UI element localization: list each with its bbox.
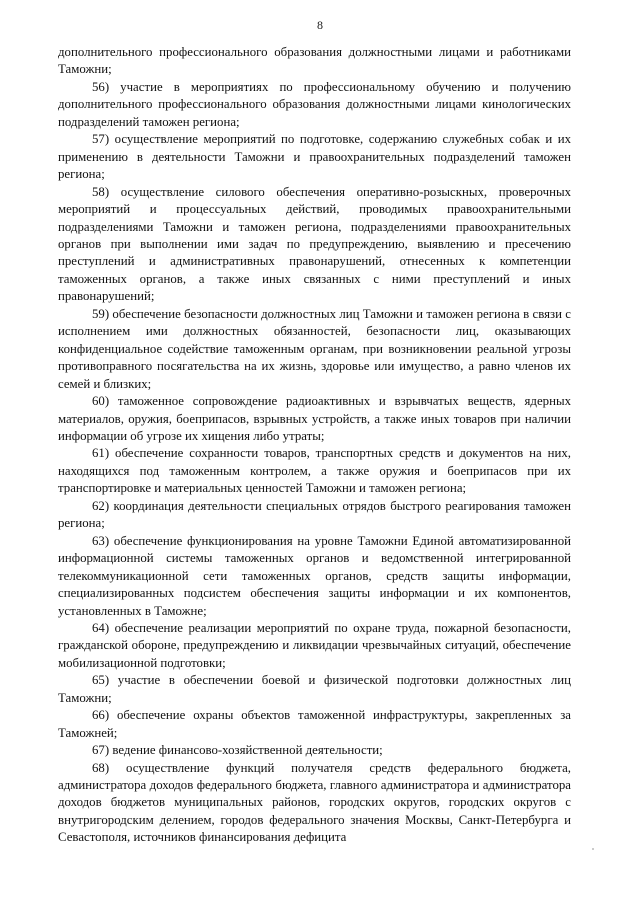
paragraph-item-56: 56) участие в мероприятиях по профессиональному обучению и получению дополнительного профессионального образования должностными лицами кинологических подразделений таможен региона; [58, 79, 571, 129]
scan-artifact-dot [592, 848, 594, 850]
paragraph-item-61: 61) обеспечение сохранности товаров, транспортных средств и документов на них, находящихся под таможенным контролем, а также оружия и боеприпасов при их транспортировке и материальных ценностей Таможни и таможен региона; [58, 446, 571, 496]
paragraph-item-65: 65) участие в обеспечении боевой и физической подготовки должностных лиц Таможни; [58, 673, 571, 705]
paragraph-item-60: 60) таможенное сопровождение радиоактивных и взрывчатых веществ, ядерных материалов, оружия, боеприпасов, взрывных устройств, а также иных товаров при наличии информации об угрозе их хищения либо утраты; [58, 394, 571, 443]
document-body [58, 44, 571, 847]
paragraph-item-63: 63) обеспечение функционирования на уровне Таможни Единой автоматизированной информационной системы таможенных органов и ведомственной интегрированной телекоммуникационной сети таможенных органов, средств защиты информации, специализированных подсистем обеспечения защиты информации и их компонентов, установленных в Таможне; [58, 533, 571, 618]
paragraph-continuation: дополнительного профессионального образования должностными лицами и работниками Таможни; [58, 45, 571, 77]
paragraph-item-64: 64) обеспечение реализации мероприятий по охране труда, пожарной безопасности, гражданской обороне, предупреждению и ликвидации чрезвычайных ситуаций, обеспечение мобилизационной подготовки; [58, 620, 571, 670]
paragraph-item-66: 66) обеспечение охраны объектов таможенной инфраструктуры, закрепленных за Таможней; [58, 708, 571, 740]
paragraph-item-58: 58) осуществление силового обеспечения оперативно-розыскных, проверочных мероприятий и процессуальных действий, проводимых правоохранительными подразделениями Таможни и таможен региона, подразделениями правоохранительных органов при выполнении ими задач по предупреждению, выявлению и пресечению преступлений и административных правонарушений, отнесенных к компетенции таможенных органов, а также иных связанных с ними преступлений и иных правонарушений; [58, 184, 571, 304]
paragraph-item-67: 67) ведение финансово-хозяйственной деятельности; [92, 743, 383, 758]
page-number: 8 [317, 18, 323, 32]
paragraph-item-62: 62) координация деятельности специальных отрядов быстрого реагирования таможен региона; [58, 498, 571, 531]
paragraph-item-57: 57) осуществление мероприятий по подготовке, содержанию служебных собак и их применению в деятельности Таможни и правоохранительных подразделений таможен региона; [58, 132, 571, 182]
paragraph-item-68: 68) осуществление функций получателя средств федерального бюджета, администратора доходов федерального бюджета, главного администратора и администратора доходов бюджетов муниципальных районов, городских округов, городских округов с внутригородским делением, городов федерального значения Москвы, Санкт-Петербурга и Севастополя, источников финансирования дефицита [58, 760, 571, 845]
paragraph-item-59: 59) обеспечение безопасности должностных лиц Таможни и таможен региона в связи с исполнением ими должностных обязанностей, безопасности лиц, оказывающих конфиденциальное содействие таможенным органам, при возникновении реальной угрозы противоправного посягательства на их жизнь, здоровье или имущество, а равно членов их семей и близких; [58, 306, 571, 391]
